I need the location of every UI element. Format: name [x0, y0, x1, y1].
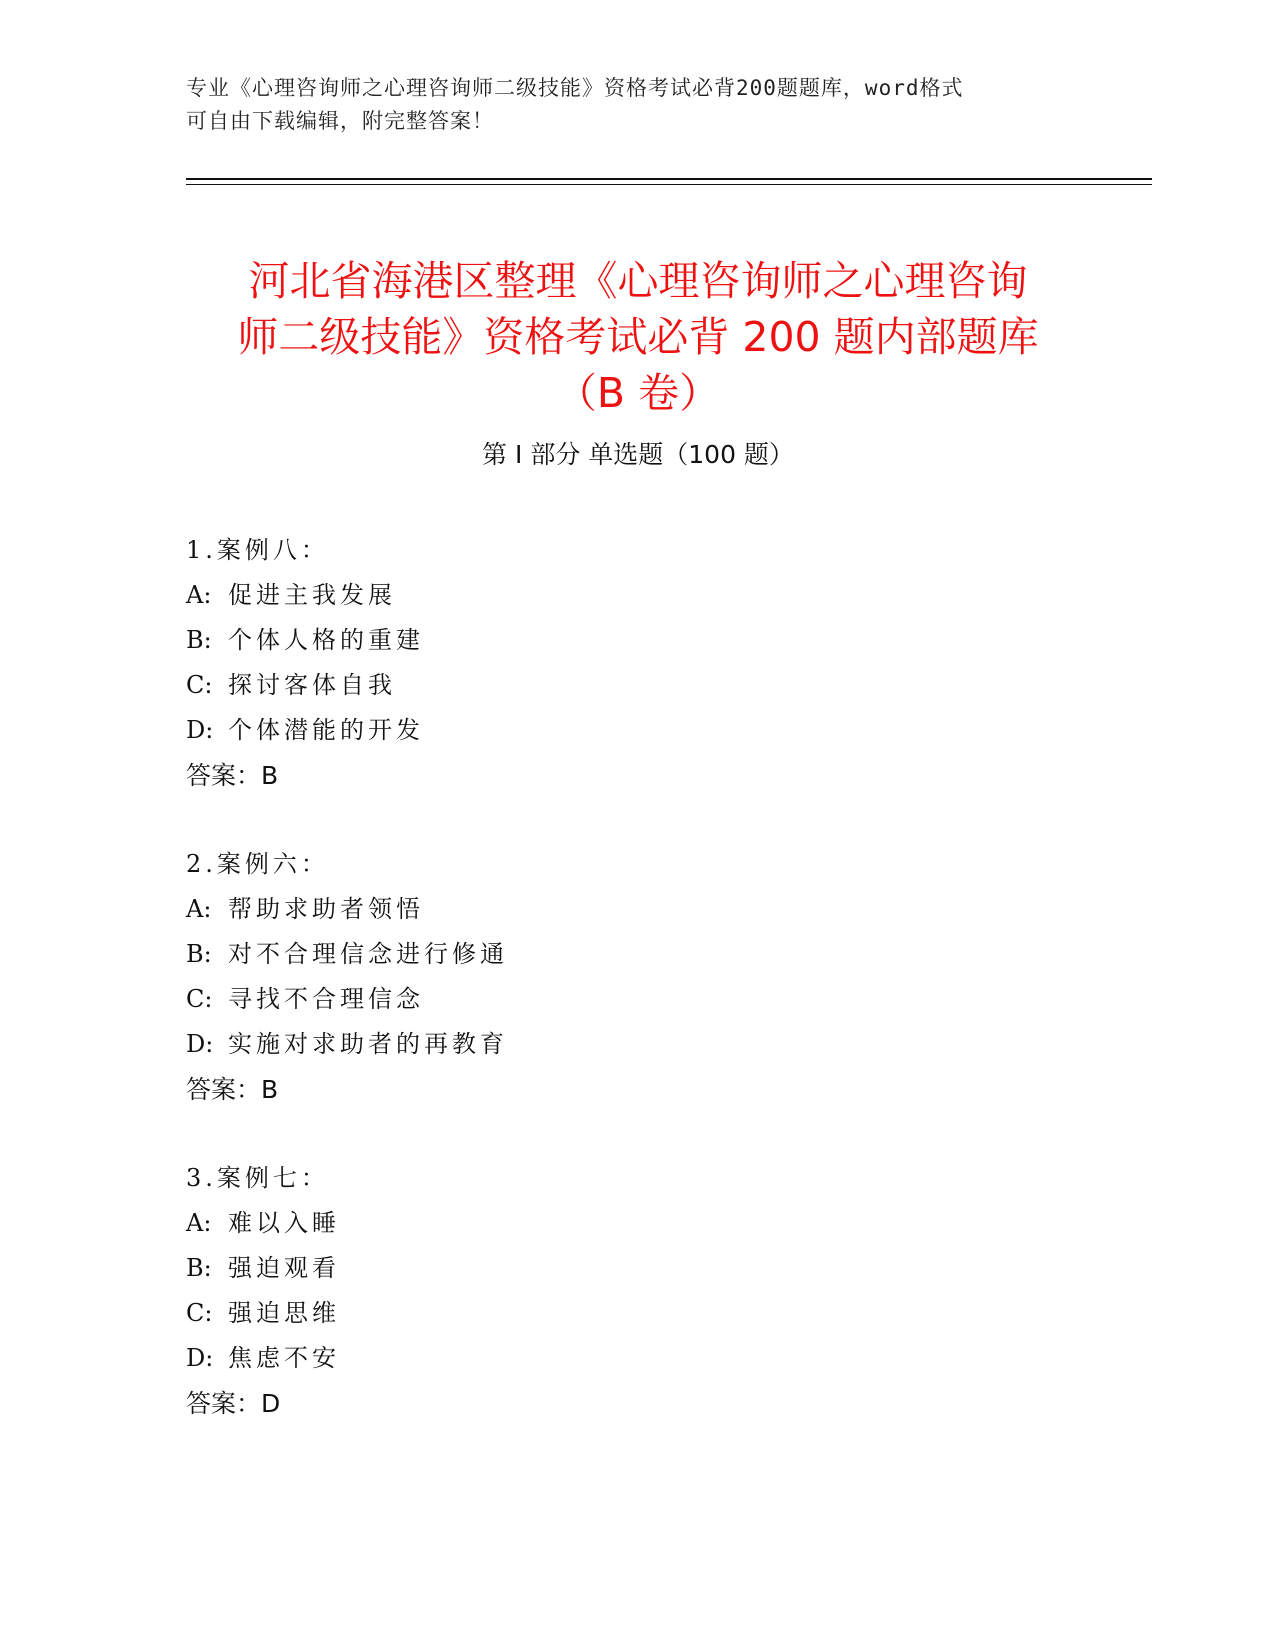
option-b	[186, 932, 1086, 977]
option-a	[186, 573, 1086, 618]
question-stem: 3.案例七：	[186, 1164, 329, 1192]
header-line-2: 可自由下载编辑，附完整答案！	[186, 109, 494, 133]
option-letter: D:	[186, 1030, 214, 1058]
option-text: 对不合理信念进行修通	[228, 940, 508, 968]
option-d	[186, 1336, 1086, 1381]
title-line-2: 师二级技能》资格考试必背 200 题内部题库	[237, 313, 1039, 362]
option-letter: A:	[186, 1209, 212, 1237]
option-c	[186, 1291, 1086, 1336]
option-letter: B:	[186, 1254, 212, 1282]
header-line-1: 专业《心理咨询师之心理咨询师二级技能》资格考试必背200题题库，word格式	[186, 76, 964, 100]
answer-line: 答案：D	[186, 1389, 281, 1418]
title-line-1: 河北省海港区整理《心理咨询师之心理咨询	[248, 257, 1028, 306]
option-text: 个体潜能的开发	[228, 716, 424, 744]
header-divider-thin	[186, 184, 1152, 185]
question-stem: 1.案例八：	[186, 536, 329, 564]
option-text: 探讨客体自我	[228, 671, 396, 699]
document-title	[186, 253, 1090, 421]
option-text: 焦虑不安	[228, 1344, 340, 1372]
question-stem: 2.案例六：	[186, 850, 329, 878]
question-item	[186, 842, 1086, 1112]
option-c	[186, 977, 1086, 1022]
question-item	[186, 1156, 1086, 1426]
option-letter: B:	[186, 626, 212, 654]
option-text: 促进主我发展	[228, 581, 396, 609]
option-b	[186, 1246, 1086, 1291]
option-letter: A:	[186, 895, 212, 923]
question-list	[186, 528, 1086, 1470]
option-b	[186, 618, 1086, 663]
option-text: 寻找不合理信念	[228, 985, 424, 1013]
option-letter: C:	[186, 985, 213, 1013]
option-text: 帮助求助者领悟	[228, 895, 424, 923]
option-c	[186, 663, 1086, 708]
question-item	[186, 528, 1086, 798]
option-text: 强迫观看	[228, 1254, 340, 1282]
option-letter: A:	[186, 581, 212, 609]
option-a	[186, 887, 1086, 932]
option-d	[186, 1022, 1086, 1067]
option-text: 强迫思维	[228, 1299, 340, 1327]
option-text: 难以入睡	[228, 1209, 340, 1237]
option-text: 个体人格的重建	[228, 626, 424, 654]
section-title: 第 I 部分 单选题（100 题）	[482, 440, 794, 469]
option-text: 实施对求助者的再教育	[228, 1030, 508, 1058]
option-letter: C:	[186, 1299, 213, 1327]
answer-line: 答案：B	[186, 1075, 279, 1104]
option-letter: B:	[186, 940, 212, 968]
title-line-3: （B 卷）	[555, 369, 721, 418]
option-a	[186, 1201, 1086, 1246]
answer-line: 答案：B	[186, 761, 279, 790]
option-letter: D:	[186, 716, 214, 744]
option-d	[186, 708, 1086, 753]
document-header-note	[186, 72, 1086, 138]
option-letter: D:	[186, 1344, 214, 1372]
header-divider-thick	[186, 178, 1152, 180]
option-letter: C:	[186, 671, 213, 699]
